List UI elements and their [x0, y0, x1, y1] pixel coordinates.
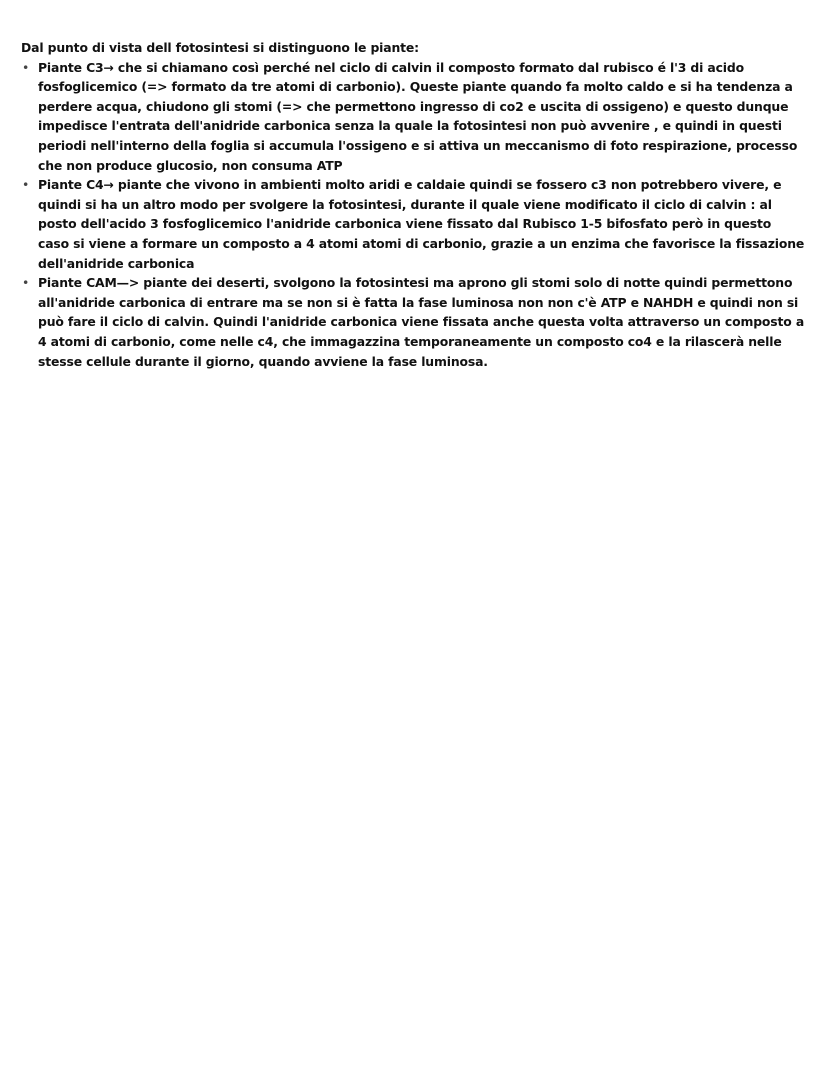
list-item-cam [21, 273, 806, 371]
list-item-c4 [21, 175, 806, 273]
plant-types-list [21, 58, 806, 372]
intro-line: Dal punto di vista dell fotosintesi si distinguono le piante: [21, 40, 419, 55]
bullet-icon: • [22, 275, 30, 291]
bullet-icon: • [22, 177, 30, 193]
list-item-text: Piante C4→ piante che vivono in ambienti molto aridi e caldaie quindi se fossero c3 non potrebbero vivere, e quindi si ha un altro modo per svolgere la fotosintesi, durante il quale viene modificato il ciclo di calvin : al posto dell'acido 3 fosfoglicemico l'anidride carbonica viene fissato dal Rubisco 1-5 bifosfato però in questo caso si viene a formare un composto a 4 atomi atomi di carbonio, grazie a un enzima che favorisce la fissazione dell'anidride carbonica [38, 177, 805, 271]
notes-body [21, 38, 806, 371]
bullet-icon: • [22, 59, 30, 75]
list-item-text: Piante CAM—> piante dei deserti, svolgono la fotosintesi ma aprono gli stomi solo di notte quindi permettono all'anidride carbonica di entrare ma se non si è fatta la fase luminosa non non c'è ATP e NAHDH e quindi non si può fare il ciclo di calvin. Quindi l'anidride carbonica viene fissata anche questa volta attraverso un composto a 4 atomi di carbonio, come nelle c4, che immagazzina temporaneamente un composto co4 e la rilascerà nelle stesse cellule durante il giorno, quando avviene la fase luminosa. [38, 275, 805, 369]
list-item-c3 [21, 58, 806, 176]
list-item-text: Piante C3→ che si chiamano così perché nel ciclo di calvin il composto formato dal rubisco é l'3 di acido fosfoglicemico (=> formato da tre atomi di carbonio). Queste piante quando fa molto caldo e si ha tendenza a perdere acqua, chiudono gli stomi (=> che permettono ingresso di co2 e uscita di ossigeno) e questo dunque impedisce l'entrata dell'anidride carbonica senza la quale la fotosintesi non può avvenire , e quindi in questi periodi nell'interno della foglia si accumula l'ossigeno e si attiva un meccanismo di foto respirazione, processo che non produce glucosio, non consuma ATP [38, 59, 798, 173]
